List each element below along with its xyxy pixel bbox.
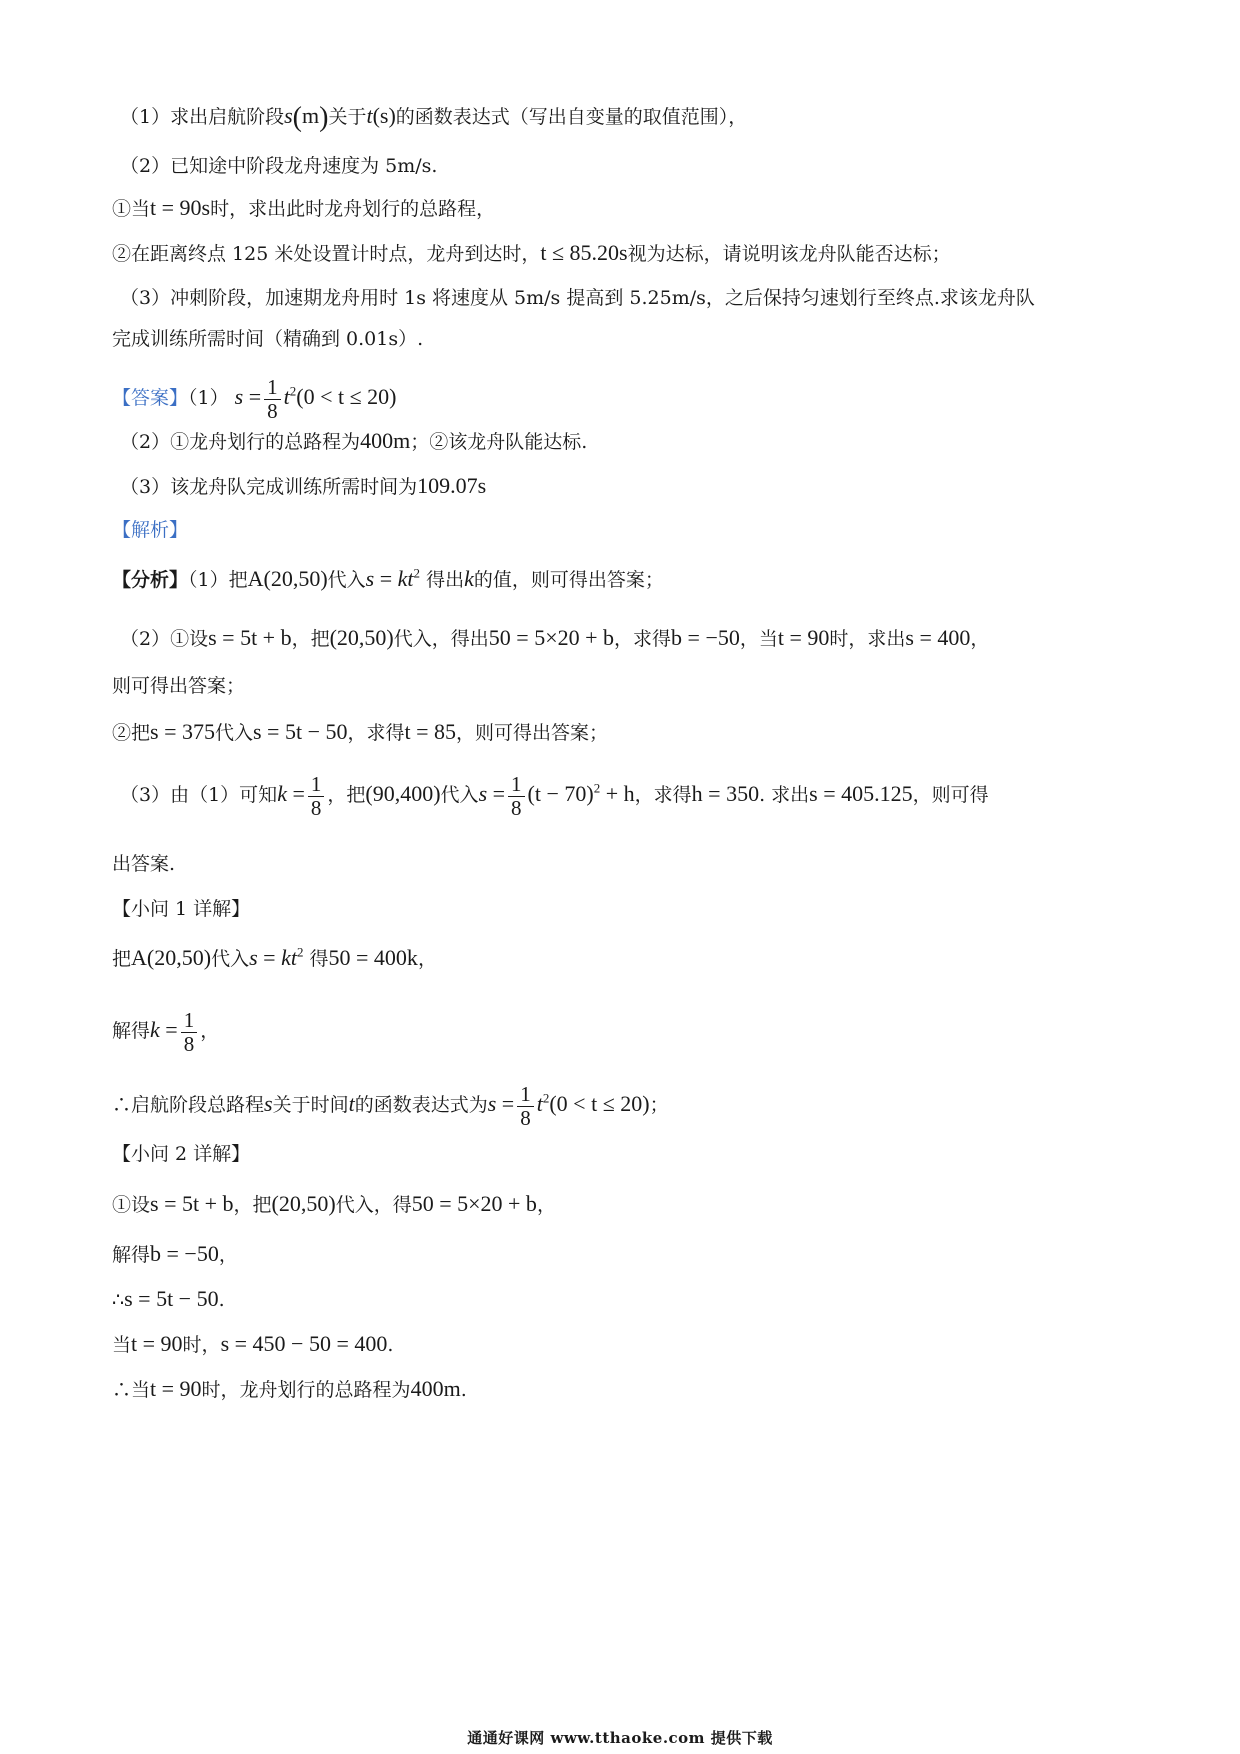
question-3-line1: （3）冲刺阶段，加速期龙舟用时 1s 将速度从 5m/s 提高到 5.25m/s，之后保持匀速划行至终点.求该龙舟队 — [120, 287, 1035, 309]
detail-1-tag: 【小问 1 详解】 — [112, 898, 251, 920]
detail-1-line-3: ∴启航阶段总路程s关于时间t的函数表达式为s = $\frac{1}{8}$ $t^2(0 < t \le 20)$； — [112, 1081, 669, 1130]
detail-1-line-2: 解得k = $\frac{1}{8}$ ， — [112, 1007, 220, 1056]
question-2a: ①当t = 90s时，求出此时龙舟划行的总路程， — [112, 195, 496, 220]
detail-1-line-1: 把A(20,50)代入$s = kt^2$ 得50 = 400k， — [112, 944, 437, 970]
detail-2-line-5: ∴当t = 90时，龙舟划行的总路程为400m. — [112, 1376, 467, 1401]
analysis-line-4: （3）由（1）可知k = $\frac{1}{8}$ ，把(90,400)代入s = $\frac{1}{8}$ $(t - 70)^2 + h$，求得h = 350. 求出s = 405.125，则可得 — [120, 771, 989, 820]
detail-2-line-3: ∴s = 5t − 50. — [112, 1286, 225, 1311]
fraction-one-eighth: $\frac{1}{8}$ — [264, 376, 281, 423]
analysis-line-3: ②把s = 375代入s = 5t − 50，求得t = 85，则可得出答案； — [112, 719, 609, 744]
answer-line-3: （3）该龙舟队完成训练所需时间为109.07s — [120, 473, 487, 498]
analysis-tag: 【解析】 — [112, 519, 189, 541]
answer-line-2: （2）①龙舟划行的总路程为400m；②该龙舟队能达标. — [120, 428, 588, 453]
answer-line-1: 【答案】（1） s = $\frac{1}{8}$ $t^2(0 < t \le 20)$ — [112, 374, 397, 423]
analysis-line-4b: 出答案. — [112, 853, 176, 875]
analysis-line-2b: 则可得出答案； — [112, 675, 246, 697]
question-2: （2）已知途中阶段龙舟速度为 5m/s. — [120, 155, 438, 177]
page-footer: 通通好课网 www.tthaoke.com 提供下载 — [467, 1729, 773, 1747]
detail-2-line-2: 解得b = −50， — [112, 1241, 238, 1266]
analysis-line-2: （2）①设s = 5t + b，把(20,50)代入，得出50 = 5×20 + b，求得b = −50，当t = 90时，求出s = 400， — [120, 625, 990, 650]
detail-2-line-1: ①设s = 5t + b，把(20,50)代入，得50 = 5×20 + b， — [112, 1191, 556, 1216]
question-3-line2: 完成训练所需时间（精确到 0.01s）. — [112, 328, 424, 350]
detail-2-tag: 【小问 2 详解】 — [112, 1143, 251, 1165]
question-2b: ②在距离终点 125 米处设置计时点，龙舟到达时，t ≤ 85.20s视为达标，请说明该龙舟队能否达标； — [112, 240, 951, 265]
answer-tag: 【答案】 — [112, 387, 189, 409]
analysis-line-1: 【分析】（1）把A(20,50)代入$s = kt^2$ 得出k的值，则可得出答案； — [112, 565, 664, 591]
question-1: （1）求出启航阶段s(m)关于t(s)的函数表达式（写出自变量的取值范围）， — [120, 102, 748, 133]
detail-2-line-4: 当t = 90时，s = 450 − 50 = 400. — [112, 1331, 394, 1356]
